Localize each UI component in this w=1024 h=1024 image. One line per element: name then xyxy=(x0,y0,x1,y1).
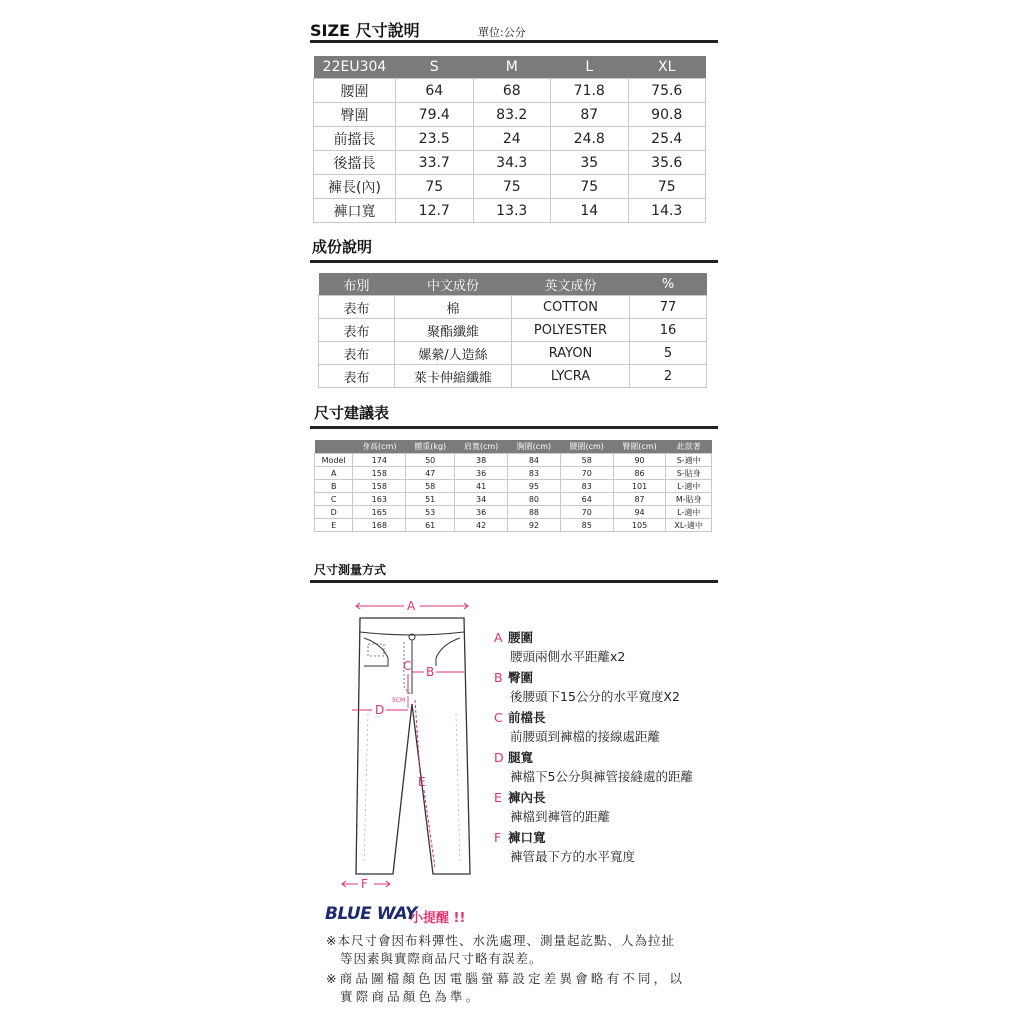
suggest-table-row xyxy=(315,454,712,467)
legend-name: 臀圍 xyxy=(508,670,534,685)
diagram-label-5cm: 5CM xyxy=(392,697,406,704)
size-col-l: L xyxy=(551,56,629,79)
legend-item xyxy=(494,708,693,746)
material-section-title: 成份說明 xyxy=(312,238,373,256)
note-2-line-1: ※商品圖檔顏色因電腦螢幕設定差異會略有不同，以 xyxy=(326,971,686,986)
size-table-row xyxy=(314,151,706,175)
suggest-cell: 83 xyxy=(508,467,561,480)
suggest-cell: 70 xyxy=(560,506,613,519)
size-table-row xyxy=(314,127,706,151)
size-col-model: 22EU304 xyxy=(314,56,396,79)
legend-name: 腰圍 xyxy=(508,630,534,645)
suggest-cell: A xyxy=(315,467,353,480)
legend-key: D xyxy=(494,750,504,765)
suggest-cell: 53 xyxy=(406,506,455,519)
suggest-cell: 85 xyxy=(560,519,613,532)
legend-item xyxy=(494,828,693,866)
mat-col-pct: % xyxy=(630,273,707,296)
suggest-cell: 163 xyxy=(353,493,406,506)
legend-name: 褲口寬 xyxy=(508,830,546,845)
legend-item xyxy=(494,628,693,666)
suggest-cell: 92 xyxy=(508,519,561,532)
size-cell: 35 xyxy=(551,151,629,175)
suggest-cell: 101 xyxy=(613,480,666,493)
suggest-cell: 36 xyxy=(455,506,508,519)
suggest-cell: S-適中 xyxy=(666,454,712,467)
size-col-s: S xyxy=(396,56,474,79)
note-1-line-2: 等因素與實際商品尺寸略有誤差。 xyxy=(340,951,543,966)
material-cell: 表布 xyxy=(319,319,395,342)
suggest-cell: 165 xyxy=(353,506,406,519)
suggest-cell: 51 xyxy=(406,493,455,506)
legend-name: 褲內長 xyxy=(508,790,546,805)
suggest-table-row xyxy=(315,480,712,493)
suggest-cell: 83 xyxy=(560,480,613,493)
mat-col-en: 英文成份 xyxy=(512,273,630,296)
size-cell: 23.5 xyxy=(396,127,474,151)
size-cell: 25.4 xyxy=(628,127,706,151)
suggest-cell: XL-適中 xyxy=(666,519,712,532)
reminder-label: 小提醒 !! xyxy=(410,911,466,926)
legend-name: 前檔長 xyxy=(508,710,546,725)
size-cell: 68 xyxy=(473,79,551,103)
suggest-cell: 174 xyxy=(353,454,406,467)
suggest-cell: 94 xyxy=(613,506,666,519)
material-cell: 16 xyxy=(630,319,707,342)
suggest-cell: M-貼身 xyxy=(666,493,712,506)
size-cell: 34.3 xyxy=(473,151,551,175)
material-cell: 表布 xyxy=(319,365,395,388)
legend-desc: 褲檔下5公分與褲管接縫處的距離 xyxy=(510,769,693,784)
legend-item xyxy=(494,748,693,786)
suggest-header-cell: 胸圍(cm) xyxy=(508,440,561,454)
measure-section-rule xyxy=(310,580,718,583)
material-table-header xyxy=(319,273,707,296)
material-cell: 嫘縈/人造絲 xyxy=(395,342,512,365)
material-cell: 77 xyxy=(630,296,707,319)
size-cell: 75 xyxy=(396,175,474,199)
size-cell: 24.8 xyxy=(551,127,629,151)
diagram-label-a: A xyxy=(407,599,416,613)
suggest-table-header xyxy=(315,440,712,454)
suggest-cell: S-貼身 xyxy=(666,467,712,480)
diagram-label-c: C xyxy=(403,659,412,673)
suggest-cell: 36 xyxy=(455,467,508,480)
suggest-cell: 105 xyxy=(613,519,666,532)
suggest-cell: 158 xyxy=(353,467,406,480)
suggest-header-cell: 此款著 xyxy=(666,440,712,454)
legend-key: B xyxy=(494,670,503,685)
size-cell: 75 xyxy=(473,175,551,199)
material-cell: POLYESTER xyxy=(512,319,630,342)
measure-section-title: 尺寸測量方式 xyxy=(314,563,387,577)
brand-logo-text: BLUE WAY xyxy=(325,904,417,924)
suggest-cell: 86 xyxy=(613,467,666,480)
suggest-cell: Model xyxy=(315,454,353,467)
legend-desc: 褲檔到褲管的距離 xyxy=(510,809,611,824)
diagram-label-d: D xyxy=(375,703,385,717)
legend-item xyxy=(494,668,693,706)
legend-key: F xyxy=(494,830,502,845)
size-cell: 14 xyxy=(551,199,629,223)
suggest-cell: 61 xyxy=(406,519,455,532)
suggest-cell: 47 xyxy=(406,467,455,480)
size-table xyxy=(313,56,706,223)
pants-pocket-right xyxy=(436,638,460,666)
size-cell: 14.3 xyxy=(628,199,706,223)
suggest-cell: D xyxy=(315,506,353,519)
suggest-cell: 58 xyxy=(406,480,455,493)
size-table-row xyxy=(314,175,706,199)
suggest-table-row xyxy=(315,506,712,519)
suggest-cell: 58 xyxy=(560,454,613,467)
suggest-cell: 87 xyxy=(613,493,666,506)
legend-desc: 前腰頭到褲檔的接線處距離 xyxy=(510,729,661,744)
suggest-header-cell: 臀圍(cm) xyxy=(613,440,666,454)
size-cell: 90.8 xyxy=(628,103,706,127)
size-cell: 83.2 xyxy=(473,103,551,127)
suggest-cell: 64 xyxy=(560,493,613,506)
note-1-line-1: ※本尺寸會因布料彈性、水洗處理、測量起訖點、人為拉扯 xyxy=(326,933,675,948)
size-cell: 79.4 xyxy=(396,103,474,127)
suggest-cell: 34 xyxy=(455,493,508,506)
material-table-row xyxy=(319,365,707,388)
size-cell: 75.6 xyxy=(628,79,706,103)
material-cell: RAYON xyxy=(512,342,630,365)
suggest-cell: 50 xyxy=(406,454,455,467)
size-cell: 71.8 xyxy=(551,79,629,103)
size-cell: 24 xyxy=(473,127,551,151)
legend-desc: 褲管最下方的水平寬度 xyxy=(510,849,636,864)
suggest-section-rule xyxy=(310,426,718,429)
size-cell: 87 xyxy=(551,103,629,127)
size-row-label: 臀圍 xyxy=(314,103,396,127)
legend-key: C xyxy=(494,710,503,725)
size-col-xl: XL xyxy=(628,56,706,79)
suggest-header-cell: 身高(cm) xyxy=(353,440,406,454)
diagram-label-b: B xyxy=(426,665,435,679)
legend-desc: 後腰頭下15公分的水平寬度X2 xyxy=(510,689,680,704)
size-cell: 75 xyxy=(628,175,706,199)
diagram-label-f: F xyxy=(361,877,368,891)
note-2-line-2: 實際商品顏色為準。 xyxy=(340,989,482,1004)
measure-legend xyxy=(494,628,693,868)
legend-item xyxy=(494,788,693,826)
size-row-label: 後擋長 xyxy=(314,151,396,175)
suggest-cell: 95 xyxy=(508,480,561,493)
material-table-row xyxy=(319,296,707,319)
material-cell: LYCRA xyxy=(512,365,630,388)
suggest-cell: 84 xyxy=(508,454,561,467)
size-table-row xyxy=(314,199,706,223)
material-cell: 5 xyxy=(630,342,707,365)
suggest-table-row xyxy=(315,467,712,480)
size-section-rule xyxy=(310,40,718,43)
suggest-cell: C xyxy=(315,493,353,506)
pants-outline xyxy=(356,618,470,874)
size-table-row xyxy=(314,103,706,127)
suggest-cell: 38 xyxy=(455,454,508,467)
mat-col-cn: 中文成份 xyxy=(395,273,512,296)
material-cell: 棉 xyxy=(395,296,512,319)
legend-desc: 腰頭兩側水平距離x2 xyxy=(510,649,626,664)
size-row-label: 褲口寬 xyxy=(314,199,396,223)
suggest-header-cell xyxy=(315,440,353,454)
material-cell: 萊卡伸縮纖維 xyxy=(395,365,512,388)
size-section-title: SIZE 尺寸說明 xyxy=(310,21,420,40)
suggest-cell: L-適中 xyxy=(666,506,712,519)
material-cell: 表布 xyxy=(319,342,395,365)
size-row-label: 前擋長 xyxy=(314,127,396,151)
mat-col-fabric: 布別 xyxy=(319,273,395,296)
suggest-header-cell: 體重(kg) xyxy=(406,440,455,454)
pants-diagram xyxy=(338,594,488,894)
size-unit-label: 單位:公分 xyxy=(478,26,526,39)
suggest-cell: 70 xyxy=(560,467,613,480)
suggest-table-row xyxy=(315,493,712,506)
suggest-cell: 88 xyxy=(508,506,561,519)
suggest-cell: L-適中 xyxy=(666,480,712,493)
suggest-cell: 158 xyxy=(353,480,406,493)
material-table-row xyxy=(319,319,707,342)
size-cell: 75 xyxy=(551,175,629,199)
suggest-table xyxy=(314,440,712,532)
size-cell: 35.6 xyxy=(628,151,706,175)
suggest-cell: 90 xyxy=(613,454,666,467)
material-cell: 2 xyxy=(630,365,707,388)
size-cell: 33.7 xyxy=(396,151,474,175)
suggest-cell: 168 xyxy=(353,519,406,532)
size-cell: 64 xyxy=(396,79,474,103)
suggest-section-title: 尺寸建議表 xyxy=(314,404,390,422)
material-cell: 表布 xyxy=(319,296,395,319)
suggest-cell: 41 xyxy=(455,480,508,493)
size-cell: 12.7 xyxy=(396,199,474,223)
suggest-cell: B xyxy=(315,480,353,493)
suggest-cell: 80 xyxy=(508,493,561,506)
suggest-table-row xyxy=(315,519,712,532)
size-row-label: 腰圍 xyxy=(314,79,396,103)
legend-key: A xyxy=(494,630,503,645)
size-col-m: M xyxy=(473,56,551,79)
size-table-row xyxy=(314,79,706,103)
material-table-row xyxy=(319,342,707,365)
size-cell: 13.3 xyxy=(473,199,551,223)
suggest-cell: 42 xyxy=(455,519,508,532)
size-row-label: 褲長(內) xyxy=(314,175,396,199)
material-cell: COTTON xyxy=(512,296,630,319)
legend-key: E xyxy=(494,790,502,805)
material-section-rule xyxy=(310,260,718,263)
material-table xyxy=(318,273,707,388)
suggest-header-cell: 肩寬(cm) xyxy=(455,440,508,454)
material-cell: 聚酯纖維 xyxy=(395,319,512,342)
size-table-header xyxy=(314,56,706,79)
suggest-cell: E xyxy=(315,519,353,532)
diagram-label-e: E xyxy=(418,775,426,789)
legend-name: 腿寬 xyxy=(508,750,534,765)
suggest-header-cell: 腰圍(cm) xyxy=(560,440,613,454)
